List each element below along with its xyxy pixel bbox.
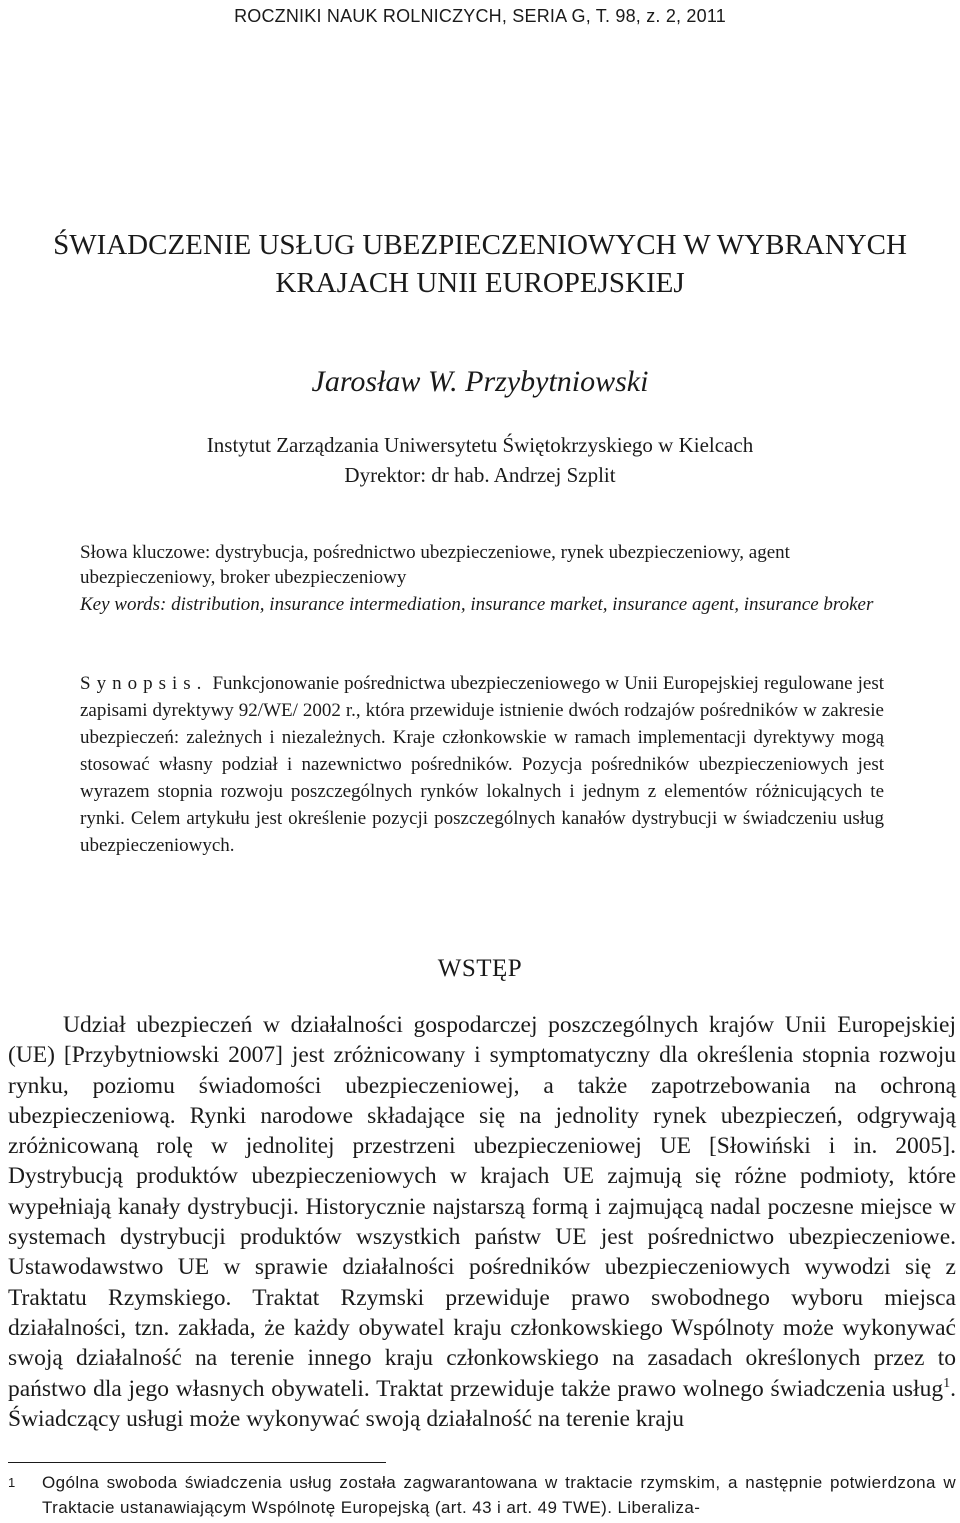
synopsis-label: Synopsis. <box>80 673 208 694</box>
keywords-polish: Słowa kluczowe: dystrybucja, pośrednictwo ubezpieczeniowe, rynek ubezpieczeniowy, agent ubezpieczeniowy, broker ubezpieczeniowy <box>80 542 790 588</box>
article-title-line: KRAJACH UNII EUROPEJSKIEJ <box>275 267 685 299</box>
body-paragraph <box>8 1010 956 1434</box>
body-text: Udział ubezpieczeń w działalności gospodarczej poszczególnych krajów Unii Europejskiej (UE) [Przybytniowski 2007] jest zróżnicowany i symptomatyczny dla określenia stopnia rozwoju rynku, poziomu świadomości ubezpieczeniowej, a także zapotrzebowania na ochroną ubezpieczeniową. Rynki narodowe składające się na jednolity rynek ubezpieczeń, odgrywają zróżnicowaną rolę w jednolitej przestrzeni ubezpieczeniowej UE [Słowiński i in. 2005]. Dystrybucją produktów ubezpieczeniowych w krajach UE zajmują się różne podmioty, które wypełniają kanały dystrybucji. Historycznie najstarszą formą i zajmującą nadal poczesne miejsce w systemach dystrybucji produktów wszystkich państw UE jest pośrednictwo ubezpieczeniowe. Ustawodawstwo UE w sprawie działalności pośredników ubezpieczeniowych wywodzi się z Traktatu Rzymskiego. Traktat Rzymski przewiduje prawo swobodnego wyboru miejsca działalności, tzn. zakłada, że każdy obywatel kraju członkowskiego Wspólnoty może wykonywać swoją działalność na terenie innego kraju członkowskiego na zasadach określonych przez to państwo dla jego własnych obywateli. Traktat przewiduje także prawo wolnego świadczenia usług <box>8 1012 956 1402</box>
article-title-line: ŚWIADCZENIE USŁUG UBEZPIECZENIOWYCH W WYBRANYCH <box>53 229 907 261</box>
affiliation-line: Instytut Zarządzania Uniwersytetu Świętokrzyskiego w Kielcach <box>206 433 754 457</box>
affiliation <box>0 430 960 490</box>
keywords-english: Key words: distribution, insurance intermediation, insurance market, insurance agent, insurance broker <box>80 594 874 615</box>
footnote-number: 1 <box>8 1475 16 1490</box>
section-heading: WSTĘP <box>437 955 523 982</box>
article-title <box>0 226 960 302</box>
footnote-text: Ogólna swoboda świadczenia usług została zagwarantowana w traktacie rzymskim, a następnie potwierdzona w Traktacie ustanawiającym Wspólnotę Europejską (art. 43 i art. 49 TWE). Liberaliza- <box>42 1473 956 1517</box>
synopsis <box>80 670 884 859</box>
author-name: Jarosław W. Przybytniowski <box>311 365 649 398</box>
footnote-reference[interactable]: 1 <box>943 1374 951 1391</box>
body-text-continued: . Świadczący usługi może wykonywać swoją działalność na terenie kraju <box>8 1375 956 1432</box>
affiliation-line: Dyrektor: dr hab. Andrzej Szplit <box>344 463 616 487</box>
footnote-separator <box>8 1462 386 1463</box>
running-header: ROCZNIKI NAUK ROLNICZYCH, SERIA G, T. 98, z. 2, 2011 <box>234 6 726 26</box>
synopsis-text: Funkcjonowanie pośrednictwa ubezpieczeniowego w Unii Europejskiej regulowane jest zapisami dyrektywy 92/WE/ 2002 r., która przewiduje istnienie dwóch rodzajów pośredników w zakresie ubezpieczeń: zależnych i niezależnych. Kraje członkowskie w ramach implementacji dyrektywy mogą stosować własny podział i nazewnictwo pośredników. Pozycja pośredników ubezpieczeniowych jest wyrazem stopnia rozwoju poszczególnych rynków lokalnych i jednym z elementów różnicujących te rynki. Celem artykułu jest określenie pozycji poszczególnych kanałów dystrybucji w świadczeniu usług ubezpieczeniowych. <box>80 673 885 856</box>
footnote <box>8 1470 956 1520</box>
